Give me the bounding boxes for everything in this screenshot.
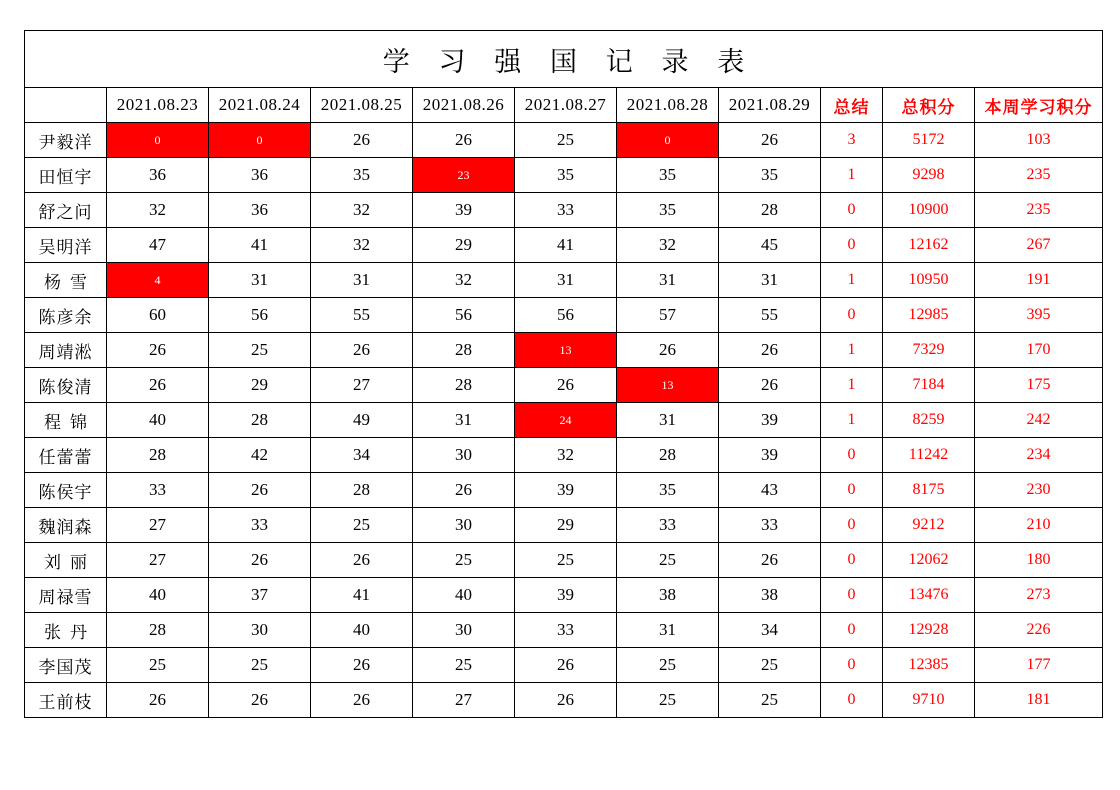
score-cell: 25 [515, 543, 617, 578]
header-date-cell: 2021.08.25 [311, 88, 413, 123]
table-row [25, 438, 1103, 473]
student-name-label: 程锦 [44, 412, 96, 432]
weekly-points-cell: 226 [975, 613, 1103, 648]
score-cell: 32 [515, 438, 617, 473]
weekly-points-cell: 273 [975, 578, 1103, 613]
student-name-cell: 陈彦余 [25, 298, 107, 333]
score-cell: 26 [311, 543, 413, 578]
weekly-points-cell: 234 [975, 438, 1103, 473]
score-cell: 57 [617, 298, 719, 333]
page-title: 学 习 强 国 记 录 表 [25, 31, 1103, 88]
score-cell: 56 [515, 298, 617, 333]
score-cell: 25 [107, 648, 209, 683]
score-cell: 35 [515, 158, 617, 193]
score-cell-flagged: 0 [209, 123, 311, 158]
weekly-points-cell: 175 [975, 368, 1103, 403]
weekly-points-cell: 395 [975, 298, 1103, 333]
header-date-cell: 2021.08.26 [413, 88, 515, 123]
weekly-points-cell: 177 [975, 648, 1103, 683]
summary-cell: 0 [821, 508, 883, 543]
score-cell: 31 [413, 403, 515, 438]
score-cell: 35 [719, 158, 821, 193]
score-cell: 49 [311, 403, 413, 438]
score-cell: 28 [107, 613, 209, 648]
score-cell-flagged: 13 [617, 368, 719, 403]
score-cell: 28 [617, 438, 719, 473]
header-week-cell: 本周学习积分 [975, 88, 1103, 123]
student-name-cell: 舒之问 [25, 193, 107, 228]
score-cell: 31 [617, 613, 719, 648]
score-cell: 36 [107, 158, 209, 193]
score-cell: 25 [617, 648, 719, 683]
score-cell: 32 [311, 193, 413, 228]
score-cell: 35 [311, 158, 413, 193]
table-row [25, 228, 1103, 263]
header-name-cell [25, 88, 107, 123]
table-row [25, 158, 1103, 193]
score-cell: 55 [311, 298, 413, 333]
summary-cell: 3 [821, 123, 883, 158]
weekly-points-cell: 180 [975, 543, 1103, 578]
score-cell: 35 [617, 473, 719, 508]
score-cell: 25 [719, 648, 821, 683]
score-cell-flagged: 4 [107, 263, 209, 298]
score-cell: 26 [209, 683, 311, 718]
summary-cell: 0 [821, 473, 883, 508]
weekly-points-cell: 267 [975, 228, 1103, 263]
score-cell: 25 [719, 683, 821, 718]
score-cell: 32 [107, 193, 209, 228]
score-cell: 37 [209, 578, 311, 613]
score-cell: 35 [617, 158, 719, 193]
score-cell: 26 [515, 648, 617, 683]
table-row [25, 613, 1103, 648]
score-cell: 26 [311, 123, 413, 158]
summary-cell: 1 [821, 158, 883, 193]
summary-cell: 0 [821, 298, 883, 333]
total-points-cell: 9298 [883, 158, 975, 193]
score-cell: 56 [413, 298, 515, 333]
student-name-cell [25, 613, 107, 648]
table-row [25, 368, 1103, 403]
score-cell: 45 [719, 228, 821, 263]
score-cell: 30 [209, 613, 311, 648]
score-cell: 39 [719, 403, 821, 438]
score-cell: 27 [107, 543, 209, 578]
score-cell: 26 [107, 333, 209, 368]
score-cell: 28 [107, 438, 209, 473]
student-name-cell: 田恒宇 [25, 158, 107, 193]
score-cell: 40 [311, 613, 413, 648]
score-cell: 26 [311, 683, 413, 718]
summary-cell: 1 [821, 263, 883, 298]
student-name-cell: 王前枝 [25, 683, 107, 718]
score-cell: 31 [515, 263, 617, 298]
score-cell: 25 [617, 543, 719, 578]
score-cell: 47 [107, 228, 209, 263]
score-cell-flagged: 0 [107, 123, 209, 158]
total-points-cell: 12928 [883, 613, 975, 648]
table-row [25, 263, 1103, 298]
score-cell: 28 [719, 193, 821, 228]
score-cell: 38 [617, 578, 719, 613]
total-points-cell: 12985 [883, 298, 975, 333]
student-name-cell: 陈侯宇 [25, 473, 107, 508]
score-cell: 31 [209, 263, 311, 298]
total-points-cell: 9710 [883, 683, 975, 718]
student-name-cell [25, 403, 107, 438]
score-cell-flagged: 23 [413, 158, 515, 193]
weekly-points-cell: 170 [975, 333, 1103, 368]
score-cell: 29 [515, 508, 617, 543]
score-cell-flagged: 24 [515, 403, 617, 438]
score-cell: 40 [107, 578, 209, 613]
header-date-cell: 2021.08.23 [107, 88, 209, 123]
record-sheet [24, 30, 1096, 718]
total-points-cell: 9212 [883, 508, 975, 543]
total-points-cell: 12162 [883, 228, 975, 263]
total-points-cell: 10900 [883, 193, 975, 228]
summary-cell: 0 [821, 648, 883, 683]
score-cell: 31 [617, 403, 719, 438]
score-cell: 40 [413, 578, 515, 613]
table-row [25, 648, 1103, 683]
student-name-cell [25, 263, 107, 298]
summary-cell: 0 [821, 683, 883, 718]
total-points-cell: 12062 [883, 543, 975, 578]
table-row [25, 578, 1103, 613]
table-row [25, 473, 1103, 508]
total-points-cell: 8259 [883, 403, 975, 438]
total-points-cell: 13476 [883, 578, 975, 613]
score-cell: 25 [617, 683, 719, 718]
score-cell: 29 [209, 368, 311, 403]
summary-cell: 1 [821, 368, 883, 403]
header-date-cell: 2021.08.29 [719, 88, 821, 123]
score-cell: 38 [719, 578, 821, 613]
weekly-points-cell: 181 [975, 683, 1103, 718]
score-cell: 25 [311, 508, 413, 543]
study-record-table [24, 30, 1103, 718]
score-cell: 25 [515, 123, 617, 158]
score-cell: 26 [617, 333, 719, 368]
header-date-cell: 2021.08.24 [209, 88, 311, 123]
score-cell: 31 [719, 263, 821, 298]
summary-cell: 0 [821, 613, 883, 648]
score-cell: 30 [413, 508, 515, 543]
score-cell: 39 [515, 473, 617, 508]
score-cell: 26 [719, 123, 821, 158]
score-cell: 26 [209, 543, 311, 578]
score-cell: 29 [413, 228, 515, 263]
header-summary-cell: 总结 [821, 88, 883, 123]
weekly-points-cell: 242 [975, 403, 1103, 438]
score-cell: 26 [107, 683, 209, 718]
score-cell: 25 [413, 648, 515, 683]
summary-cell: 1 [821, 333, 883, 368]
score-cell: 25 [413, 543, 515, 578]
score-cell: 33 [515, 193, 617, 228]
student-name-cell: 尹毅洋 [25, 123, 107, 158]
table-row [25, 403, 1103, 438]
score-cell: 33 [209, 508, 311, 543]
weekly-points-cell: 103 [975, 123, 1103, 158]
score-cell: 27 [107, 508, 209, 543]
weekly-points-cell: 191 [975, 263, 1103, 298]
student-name-cell: 李国茂 [25, 648, 107, 683]
student-name-cell: 陈俊清 [25, 368, 107, 403]
weekly-points-cell: 235 [975, 193, 1103, 228]
total-points-cell: 7329 [883, 333, 975, 368]
score-cell: 34 [311, 438, 413, 473]
total-points-cell: 12385 [883, 648, 975, 683]
score-cell: 42 [209, 438, 311, 473]
header-date-cell: 2021.08.28 [617, 88, 719, 123]
score-cell: 35 [617, 193, 719, 228]
student-name-cell [25, 543, 107, 578]
summary-cell: 0 [821, 228, 883, 263]
score-cell: 33 [515, 613, 617, 648]
score-cell: 32 [413, 263, 515, 298]
score-cell: 25 [209, 648, 311, 683]
score-cell: 31 [311, 263, 413, 298]
student-name-cell: 魏润森 [25, 508, 107, 543]
table-row [25, 683, 1103, 718]
table-row [25, 543, 1103, 578]
score-cell: 31 [617, 263, 719, 298]
score-cell: 55 [719, 298, 821, 333]
score-cell: 26 [311, 648, 413, 683]
score-cell: 30 [413, 438, 515, 473]
summary-cell: 0 [821, 438, 883, 473]
student-name-label: 刘丽 [44, 552, 96, 572]
summary-cell: 0 [821, 543, 883, 578]
score-cell: 26 [413, 123, 515, 158]
table-row [25, 123, 1103, 158]
header-row [25, 88, 1103, 123]
score-cell: 32 [311, 228, 413, 263]
score-cell: 41 [515, 228, 617, 263]
student-name-cell: 任蕾蕾 [25, 438, 107, 473]
score-cell: 26 [209, 473, 311, 508]
total-points-cell: 5172 [883, 123, 975, 158]
score-cell: 28 [209, 403, 311, 438]
table-row [25, 508, 1103, 543]
total-points-cell: 11242 [883, 438, 975, 473]
student-name-cell: 吴明洋 [25, 228, 107, 263]
score-cell: 25 [209, 333, 311, 368]
score-cell: 60 [107, 298, 209, 333]
score-cell: 28 [413, 333, 515, 368]
score-cell: 30 [413, 613, 515, 648]
total-points-cell: 10950 [883, 263, 975, 298]
student-name-label: 杨雪 [44, 272, 96, 292]
weekly-points-cell: 235 [975, 158, 1103, 193]
total-points-cell: 8175 [883, 473, 975, 508]
score-cell: 28 [413, 368, 515, 403]
score-cell: 26 [719, 368, 821, 403]
score-cell: 39 [719, 438, 821, 473]
title-row [25, 31, 1103, 88]
score-cell: 26 [719, 543, 821, 578]
score-cell: 26 [413, 473, 515, 508]
score-cell: 26 [719, 333, 821, 368]
weekly-points-cell: 230 [975, 473, 1103, 508]
score-cell: 40 [107, 403, 209, 438]
score-cell: 28 [311, 473, 413, 508]
header-total-cell: 总积分 [883, 88, 975, 123]
score-cell: 26 [311, 333, 413, 368]
summary-cell: 0 [821, 193, 883, 228]
score-cell: 26 [107, 368, 209, 403]
score-cell-flagged: 13 [515, 333, 617, 368]
score-cell: 34 [719, 613, 821, 648]
score-cell: 41 [311, 578, 413, 613]
total-points-cell: 7184 [883, 368, 975, 403]
summary-cell: 0 [821, 578, 883, 613]
score-cell: 27 [413, 683, 515, 718]
weekly-points-cell: 210 [975, 508, 1103, 543]
table-row [25, 298, 1103, 333]
student-name-cell: 周禄雪 [25, 578, 107, 613]
score-cell: 36 [209, 193, 311, 228]
score-cell: 56 [209, 298, 311, 333]
table-row [25, 333, 1103, 368]
summary-cell: 1 [821, 403, 883, 438]
score-cell: 33 [719, 508, 821, 543]
score-cell: 33 [617, 508, 719, 543]
student-name-cell: 周靖淞 [25, 333, 107, 368]
score-cell: 36 [209, 158, 311, 193]
score-cell: 27 [311, 368, 413, 403]
score-cell: 43 [719, 473, 821, 508]
student-name-label: 张丹 [44, 622, 96, 642]
score-cell: 26 [515, 368, 617, 403]
score-cell: 39 [515, 578, 617, 613]
table-row [25, 193, 1103, 228]
score-cell: 39 [413, 193, 515, 228]
score-cell: 41 [209, 228, 311, 263]
score-cell-flagged: 0 [617, 123, 719, 158]
score-cell: 33 [107, 473, 209, 508]
header-date-cell: 2021.08.27 [515, 88, 617, 123]
score-cell: 26 [515, 683, 617, 718]
score-cell: 32 [617, 228, 719, 263]
